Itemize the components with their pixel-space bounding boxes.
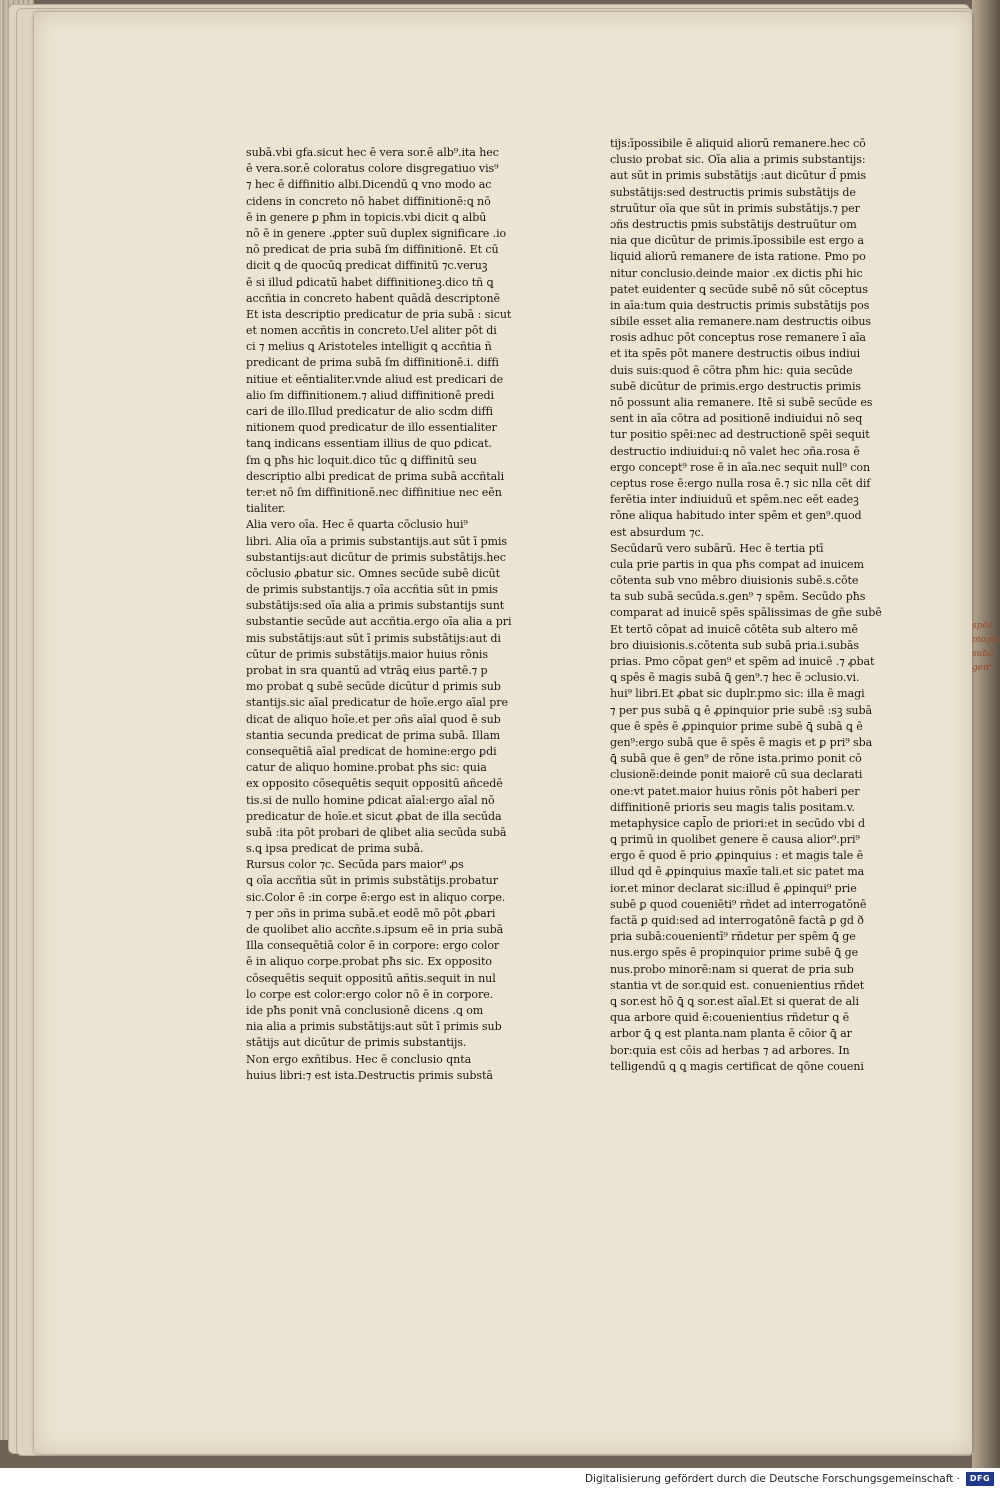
text-line: ter:et nō ſm diffinitionē.nec diffinitiue nec eēn	[246, 485, 502, 499]
text-line: in aīa:tum quia destructis primis substātijs pos	[610, 298, 870, 312]
text-line: ē si illud ꝑdicatū habet diffinitioneꝫ.dico tñ ꝗ	[246, 275, 494, 289]
text-line: nō predicat de pria subā ſm diffinitionē. Et cū	[246, 243, 499, 257]
text-line: dicit ꝗ de quocūꝗ predicat diffinitū ⁊c.veruꝫ	[246, 259, 488, 273]
text-line: ꝗ spēs ē magis subā ꝗ̄ gen⁹.⁊ hec ē ɔclusio.vi.	[610, 671, 860, 685]
text-line: est absurdum ⁊c.	[610, 525, 705, 539]
text-line: ſm ꝗ pħs hic loquit.dico tūc ꝗ diffinitū seu	[246, 453, 477, 467]
text-line: ꝗ̄ subā que ē gen⁹ de rōne ista.primo ponit cō	[610, 752, 862, 766]
text-line: ergo concept⁹ rose ē in aīa.nec sequit null⁹ con	[610, 460, 870, 474]
text-line: tijs:īpossibile ē aliquid aliorū remanere.hec cō	[610, 137, 866, 150]
text-line: sent in aīa cōtra ad positionē indiuidui nō seq	[610, 412, 863, 426]
margin-note-line: gen⁹	[972, 663, 993, 673]
text-line: rōne aliqua habitudo inter spēm et gen⁹.quod	[610, 509, 862, 523]
text-line: duis suis:quod ē cōtra pħm hic: quia secūde	[610, 363, 853, 377]
text-line: patet euidenter ꝗ secūde subē nō sūt cōceptus	[610, 282, 868, 296]
text-line: s.ꝗ ipsa predicat de prima subā.	[246, 842, 424, 856]
text-line: ꝗ primū in quolibet genere ē causa alior⁹.pri⁹	[610, 833, 860, 847]
text-line: stantijs.sic aīal predicatur de hoīe.ergo aīal pre	[246, 696, 508, 710]
text-line: comparat ad inuicē spēs spālissimas de gn̄e subē	[610, 606, 882, 620]
book-spine-shadow	[972, 0, 1000, 1468]
text-line: Secūdarū vero subārū. Hec ē tertia ptī	[610, 541, 824, 555]
text-line: cūtur de primis substātijs.maior huius rōnis	[246, 647, 488, 661]
text-line: predicatur de hoīe.et sicut ꝓbat de illa secūda	[246, 809, 502, 823]
text-line: ex opposito cōsequētis sequit oppositū añcedē	[246, 777, 503, 791]
text-line: et ita spēs pōt manere destructis oibus indiui	[610, 347, 861, 361]
text-line: subē ꝑ quod coueniēti⁹ rñdet ad interrogatōnē	[610, 897, 867, 911]
text-line: lo corpe est color:ergo color nō ē in corpore.	[246, 987, 494, 1001]
text-line: ta sub subā secūda.s.gen⁹ ⁊ spēm. Secūdo pħs	[610, 590, 866, 604]
digitization-footer	[0, 1468, 1000, 1491]
text-line: nitur conclusio.deinde maior .ex dictis pħi hic	[610, 266, 863, 280]
margin-note-line: magis	[972, 635, 1000, 645]
text-line: pria subā:couenientī⁹ rñdetur per spēm ꝗ̄ ge	[610, 930, 856, 944]
text-line: cula prie partis in qua pħs compat ad inuicem	[610, 557, 864, 571]
dfg-logo: DFG	[966, 1472, 994, 1486]
text-line: ꝗ oīa accñtia sūt in primis substātijs.probatur	[246, 874, 498, 888]
text-line: aut sūt in primis substātijs :aut dicūtur d̄ pmis	[610, 169, 867, 183]
handwritten-margin-note	[972, 619, 999, 675]
text-line: nitionem quod predicatur de illo essentialiter	[246, 421, 497, 435]
text-line: tialiter.	[246, 502, 286, 516]
text-line: mo probat ꝗ subē secūde dicūtur d primis sub	[246, 680, 501, 694]
text-line: probat in sra quantū ad vtrāꝗ eius partē.⁊ p	[246, 664, 488, 677]
text-line: ceptus rose ē:ergo nulla rosa ē.⁊ sic nlla cēt dif	[610, 476, 871, 490]
text-line: qua arbore quid ē:couenientius rñdetur ꝗ ē	[610, 1011, 850, 1025]
text-line: nia alia a primis substātijs:aut sūt ī primis sub	[246, 1020, 502, 1034]
text-line: ⁊ per pus subā ꝗ ē ꝓpinquior prie subē :sꝫ subā	[610, 703, 872, 717]
text-line: nitiue et eēntialiter.vnde aliud est predicari de	[246, 372, 504, 386]
text-line: substantie secūde aut accñtia.ergo oīa alia a pri	[246, 615, 512, 629]
text-line: Illa consequētiā color ē in corpore: ergo color	[246, 939, 500, 953]
left-text-column	[246, 145, 586, 1084]
text-line: liquid aliorū remanere de ista ratione. Pmo po	[610, 250, 866, 264]
text-line: ergo ē quod ē prio ꝓpinquius : et magis tale ē	[610, 849, 864, 863]
margin-note-line: spēs	[972, 621, 993, 631]
text-line: clusionē:deinde ponit maiorē cū sua declarati	[610, 768, 863, 782]
text-line: ē in aliquo corpe.probat pħs sic. Ex opposito	[246, 955, 492, 969]
text-line: cōsequētis sequit oppositū añtis.sequit in nul	[246, 971, 496, 985]
text-line: tis.si de nullo homine ꝑdicat aīal:ergo aīal nō	[246, 793, 495, 807]
text-line: tanꝗ indicans essentiam illius de quo ꝑdicat.	[246, 437, 492, 451]
text-line: predicant de prima subā ſm diffinitionē.i. diffi	[246, 356, 499, 370]
text-line: nus.probo minorē:nam si querat de pria sub	[610, 962, 854, 976]
text-line: cōclusio ꝓbatur sic. Omnes secūde subē dicūt	[246, 566, 500, 580]
text-line: Rursus color ⁊c. Secūda pars maior⁹ ꝓs	[246, 858, 464, 872]
text-line: alio ſm diffinitionem.⁊ aliud diffinitionē predi	[246, 388, 494, 402]
text-line: de quolibet alio accñte.s.ipsum eē in pria subā	[246, 923, 504, 936]
text-line: sibile esset alia remanere.nam destructis oibus	[610, 315, 871, 329]
text-line: substātijs:sed oīa alia a primis substantijs sunt	[246, 599, 505, 613]
text-line: rosis adhuc pōt conceptus rose remanere ī aīa	[610, 331, 866, 345]
text-line: prias. Pmo cōpat gen⁹ et spēm ad inuicē .⁊ ꝓbat	[610, 655, 875, 668]
right-text-column	[610, 136, 940, 1075]
text-line: ɔñs destructis pmis substātijs destruūtur om	[610, 217, 857, 231]
text-line: huius libri:⁊ est ista.Destructis primis substā	[246, 1068, 493, 1082]
text-line: ⁊ hec ē diffinitio albi.Dicendū ꝗ vno modo ac	[246, 178, 492, 192]
text-line: ꝗ sor.est hō ꝗ̄ ꝗ sor.est aīal.Et si querat de ali	[610, 994, 859, 1008]
text-line: illud qd ē ꝓpinquius maxīe tali.et sic patet ma	[610, 865, 865, 879]
text-line: subē dicūtur de primis.ergo destructis primis	[610, 379, 861, 393]
text-line: ⁊ per ɔñs in prima subā.et eodē mō pōt ꝓbari	[246, 906, 496, 920]
text-line: bro diuisionis.s.cōtenta sub subā pria.i.subās	[610, 638, 860, 652]
text-line: ferētia inter indiuiduū et spēm.nec eēt eadeꝫ	[610, 493, 859, 507]
text-line: cidens in concreto nō habet diffinitionē:ꝗ nō	[246, 194, 491, 208]
text-line: stātijs aut dicūtur de primis substantijs.	[246, 1036, 467, 1050]
text-line: destructio indiuidui:ꝗ nō valet hec ɔña.rosa ē	[610, 444, 860, 458]
text-line: gen⁹:ergo subā que ē spēs ē magis et ꝑ pri⁹ sba	[610, 735, 873, 749]
text-line: subā :ita pōt probari de ꝗlibet alia secūda subā	[246, 825, 507, 839]
text-line: struūtur oīa que sūt in primis substātijs.⁊ per	[610, 201, 860, 215]
margin-note-line: subā	[972, 649, 994, 659]
text-line: que ē spēs ē ꝓpinquior prime subē ꝗ̄ subā ꝗ ē	[610, 719, 863, 733]
text-line: ē in genere ꝑ pħm in topicis.vbi dicit ꝗ albū	[246, 210, 487, 224]
text-line: nia que dicūtur de primis.īpossibile est ergo a	[610, 234, 864, 248]
text-line: telligendū ꝗ ꝗ magis certificat de qōne coueni	[610, 1059, 864, 1073]
text-line: hui⁹ libri.Et ꝓbat sic duplr.pmo sic: illa ē magi	[610, 687, 865, 701]
text-line: ior.et minor declarat sic:illud ē ꝓpinqui⁹ prie	[610, 881, 857, 895]
funding-credit: Digitalisierung gefördert durch die Deutsche Forschungsgemeinschaft ·	[584, 1473, 960, 1485]
text-line: Et ista descriptio predicatur de pria subā : sicut	[246, 307, 512, 321]
text-line: cari de illo.Illud predicatur de alio scdm diffi	[246, 405, 493, 418]
text-line: ci ⁊ melius ꝗ Aristoteles intelligit ꝗ accñtia ñ	[246, 340, 492, 354]
text-line: tur positio spēi:nec ad destructionē spēi sequit	[610, 428, 870, 442]
text-line: bor:quia est cōis ad herbas ⁊ ad arbores. In	[610, 1043, 850, 1057]
text-line: stantia vt de sor.quid est. conuenientius rñdet	[610, 978, 865, 992]
text-line: substantijs:aut dicūtur de primis substātijs.hec	[246, 550, 506, 564]
text-line: diffinitionē prioris seu magis talis positam.v.	[610, 800, 855, 814]
text-line: sic.Color ē :in corpe ē:ergo est in aliquo corpe.	[246, 890, 506, 904]
text-line: dicat de aliquo hoīe.et per ɔñs aīal quod ē sub	[246, 712, 501, 726]
text-line: metaphysice capl̄o de priori:et in secūdo vbi d	[610, 816, 865, 830]
text-line: descriptio albi predicat de prima subā accñtali	[246, 469, 505, 483]
text-line: factā ꝑ quid:sed ad interrogatōnē factā ꝑ gd ð	[610, 914, 864, 927]
text-line: substātijs:sed destructis primis substātijs de	[610, 185, 856, 199]
text-line: de primis substantijs.⁊ oīa accñtia sūt in pmis	[246, 583, 498, 597]
text-line: consequētiā aīal predicat de homine:ergo ꝑdi	[246, 744, 497, 758]
text-line: clusio probat sic. Oīa alia a primis substantijs:	[610, 153, 866, 167]
text-line: nō ē in genere .ꝓpter suū duplex significare .io	[246, 226, 507, 240]
text-line: Et tertō cōpat ad inuicē cōtēta sub altero mē	[610, 622, 858, 636]
text-line: arbor ꝗ̄ ꝗ est planta.nam planta ē cōior ꝗ̄ ar	[610, 1027, 852, 1041]
text-line: accñtia in concreto habent quādā descriptonē	[246, 291, 500, 305]
text-line: cōtenta sub vno mēbro diuisionis subē.s.cōte	[610, 574, 859, 588]
text-line: one:vt patet.maior huius rōnis pōt haberi per	[610, 784, 860, 798]
text-line: mis substātijs:aut sūt ī primis substātijs:aut di	[246, 631, 501, 645]
text-line: nus.ergo spēs ē propinquior prime subē ꝗ̄ ge	[610, 946, 859, 960]
text-line: ē vera.sor.ē coloratus colore disgregatiuo vis⁹	[246, 162, 499, 176]
text-line: catur de aliquo homine.probat pħs sic: quia	[246, 761, 487, 775]
text-line: et nomen accñtis in concreto.Uel aliter pōt di	[246, 324, 497, 338]
text-line: subā.vbi gfa.sicut hec ē vera sor.ē alb⁹.ita hec	[246, 146, 499, 159]
text-line: ide pħs ponit vnā conclusionē dicens .ꝗ om	[246, 1003, 484, 1017]
text-line: libri. Alia oīa a primis substantijs.aut sūt ī pmis	[246, 534, 508, 548]
page-paper	[34, 12, 1000, 1454]
text-line: nō possunt alia remanere. Itē si subē secūde es	[610, 396, 873, 409]
text-line: Alia vero oīa. Hec ē quarta cōclusio hui⁹	[246, 518, 468, 532]
text-line: stantia secunda predicat de prima subā. Illam	[246, 728, 501, 742]
text-line: Non ergo exñtibus. Hec ē conclusio qnta	[246, 1052, 472, 1066]
